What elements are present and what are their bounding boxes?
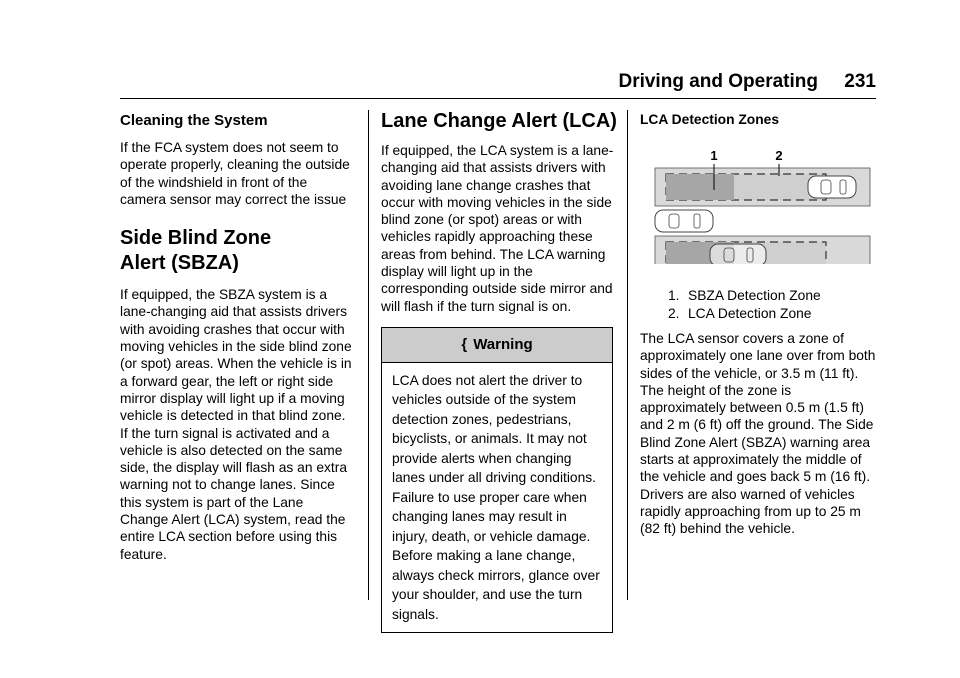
heading-sbza-line2: Alert (SBZA) — [120, 252, 239, 275]
figure-legend — [640, 287, 878, 322]
warning-box — [381, 327, 613, 634]
approaching-car-icon — [808, 176, 856, 198]
warning-header — [382, 328, 612, 363]
header-divider — [120, 98, 876, 99]
page-number: 231 — [844, 71, 876, 92]
sbza-paragraph: If equipped, the SBZA system is a lane-changing aid that assists drivers with avoiding crashes that occur with moving vehicles in the side blind zone (or spot) areas. When the vehicle is in a forward gear, the left or right side mirror display will light up if a moving vehicle is detected in that blind zone. If the turn signal is activated and a vehicle is also detected on the same side, the display will flash as an extra warning not to change lanes. Since this system is part of the Lane Change Alert (LCA) system, read the entire LCA section before using this feature. — [120, 287, 352, 562]
cleaning-paragraph: If the FCA system does not seem to operate properly, cleaning the outside of the windshield in front of the camera sensor may correct the issue — [120, 140, 350, 207]
heading-cleaning-system: Cleaning the System — [120, 112, 268, 129]
lca-paragraph: If equipped, the LCA system is a lane-changing aid that assists drivers with avoiding lane change crashes that occur with moving vehicles in the side blind zone (or spot) areas or with vehicles rapidly approaching these areas from behind. The LCA warning display will light up in the corresponding outside side mirror and will flash if the turn signal is on. — [381, 143, 614, 314]
legend-item-number: 1. — [668, 288, 680, 303]
zones-paragraph: The LCA sensor covers a zone of approximately one lane over from both sides of the vehicle, or 3.5 m (11 ft). The height of the zone is approximately between 0.5 m (1.5 ft) and 2 m (6 ft) off the ground. The Side Blind Zone Alert (SBZA) warning area starts at approximately the middle of the vehicle and goes back 5 m (16 ft). Drivers are also warned of vehicles rapidly approaching from up to 25 m (82 ft) behind the vehicle. — [640, 331, 876, 537]
blind-zone-car-icon — [710, 244, 766, 264]
legend-item — [668, 287, 878, 305]
column-middle — [381, 110, 617, 633]
heading-detection-zones: LCA Detection Zones — [640, 112, 779, 127]
lca-detection-zones-diagram — [640, 142, 878, 264]
section-title: Driving and Operating — [618, 71, 818, 92]
warning-text: LCA does not alert the driver to vehicles outside of the system detection zones, pedestrians, bicyclists, or animals. It may not provide alerts when changing lanes under all driving conditions. Failure to use proper care when changing lanes may result in injury, death, or vehicle damage. Before making a lane change, always check mirrors, glance over your shoulder, and use the turn signals. — [392, 372, 600, 622]
callout-1: 1 — [710, 148, 718, 163]
host-vehicle-icon — [655, 210, 713, 232]
warning-title: Warning — [473, 336, 533, 354]
column-right — [640, 110, 878, 538]
legend-item-text: SBZA Detection Zone — [688, 288, 821, 303]
column-divider-left — [368, 110, 369, 600]
column-left — [120, 110, 355, 563]
sbza-zone-upper — [666, 174, 734, 200]
heading-sbza-line1: Side Blind Zone — [120, 227, 272, 250]
heading-lca: Lane Change Alert (LCA) — [381, 110, 617, 132]
callout-2: 2 — [775, 148, 783, 163]
column-divider-right — [627, 110, 628, 600]
legend-item-text: LCA Detection Zone — [688, 305, 812, 321]
legend-item-number: 2. — [668, 305, 680, 321]
legend-item — [668, 305, 878, 323]
warning-icon: { — [461, 336, 468, 354]
heading-sbza — [120, 226, 355, 276]
